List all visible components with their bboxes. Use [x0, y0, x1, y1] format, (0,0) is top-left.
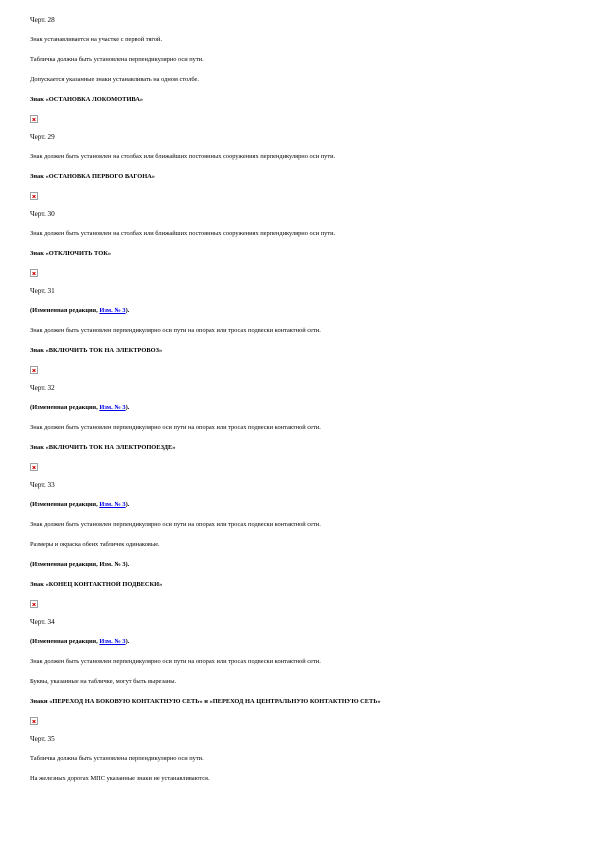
amendment-link[interactable]: Изм. № 3 [99, 307, 126, 314]
paragraph: Знак должен быть установлен перпендикулярно оси пути на опорах или тросах подвески контактной сети. [30, 327, 321, 334]
paragraph: Буквы, указанные на табличке, могут быть вырезаны. [30, 678, 177, 685]
figure-caption: Черт. 30 [30, 210, 55, 218]
broken-image-icon [30, 600, 38, 608]
amendment-link[interactable]: Изм. № 3 [99, 404, 126, 411]
revision-note-suffix: ). [125, 404, 130, 411]
paragraph: Знак устанавливается на участке с первой тягой. [30, 36, 163, 43]
paragraph: Знак должен быть установлен перпендикулярно оси пути на опорах или тросах подвески контактной сети. [30, 658, 321, 665]
sign-heading: Знак «КОНЕЦ КОНТАКТНОЙ ПОДВЕСКИ» [30, 581, 163, 588]
figure-caption: Черт. 32 [30, 384, 55, 392]
broken-image-icon [30, 463, 38, 471]
revision-note [30, 404, 575, 412]
revision-note-prefix: (Измененная редакция, [30, 501, 100, 508]
sign-heading: Знаки «ПЕРЕХОД НА БОКОВУЮ КОНТАКТНУЮ СЕТЬ» и «ПЕРЕХОД НА ЦЕНТРАЛЬНУЮ КОНТАКТНУЮ СЕТЬ» [30, 698, 381, 705]
revision-note-prefix: (Измененная редакция, [30, 404, 100, 411]
sign-heading: Знак «ВКЛЮЧИТЬ ТОК НА ЭЛЕКТРОВОЗ» [30, 347, 163, 354]
paragraph: Допускается указанные знаки устанавливать на одном столбе. [30, 76, 199, 83]
revision-note-prefix: (Измененная редакция, [30, 307, 100, 314]
paragraph: Знак должен быть установлен на столбах или ближайших постоянных сооружениях перпендикулярно оси пути. [30, 153, 336, 160]
revision-note-suffix: ). [125, 638, 130, 645]
sign-heading: Знак «ВКЛЮЧИТЬ ТОК НА ЭЛЕКТРОПОЕЗДЕ» [30, 444, 176, 451]
paragraph: Табличка должна быть установлена перпендикулярно оси пути. [30, 755, 204, 762]
broken-image-icon [30, 192, 38, 200]
paragraph: Табличка должна быть установлена перпендикулярно оси пути. [30, 56, 204, 63]
revision-note: (Измененная редакция, Изм. № 3). [30, 561, 130, 568]
paragraph: Знак должен быть установлен перпендикулярно оси пути на опорах или тросах подвески контактной сети. [30, 424, 321, 431]
revision-note [30, 501, 575, 509]
figure-caption: Черт. 29 [30, 133, 55, 141]
revision-note [30, 307, 575, 315]
paragraph: Знак должен быть установлен на столбах или ближайших постоянных сооружениях перпендикулярно оси пути. [30, 230, 336, 237]
paragraph: На железных дорогах МПС указанные знаки не устанавливаются. [30, 775, 210, 782]
amendment-link[interactable]: Изм. № 3 [99, 638, 126, 645]
revision-note-suffix: ). [125, 501, 130, 508]
sign-heading: Знак «ОСТАНОВКА ЛОКОМОТИВА» [30, 96, 144, 103]
broken-image-icon [30, 717, 38, 725]
figure-caption: Черт. 35 [30, 735, 55, 743]
sign-heading: Знак «ОТКЛЮЧИТЬ ТОК» [30, 250, 112, 257]
figure-caption: Черт. 34 [30, 618, 55, 626]
figure-caption: Черт. 33 [30, 481, 55, 489]
document-body [30, 16, 575, 783]
figure-caption: Черт. 31 [30, 287, 55, 295]
paragraph: Знак должен быть установлен перпендикулярно оси пути на опорах или тросах подвески контактной сети. [30, 521, 321, 528]
broken-image-icon [30, 269, 38, 277]
amendment-link[interactable]: Изм. № 3 [99, 501, 126, 508]
paragraph: Размеры и окраска обеих табличек одинаковые. [30, 541, 160, 548]
revision-note-suffix: ). [125, 307, 130, 314]
sign-heading: Знак «ОСТАНОВКА ПЕРВОГО ВАГОНА» [30, 173, 155, 180]
revision-note [30, 638, 575, 646]
revision-note-prefix: (Измененная редакция, [30, 638, 100, 645]
broken-image-icon [30, 115, 38, 123]
figure-caption: Черт. 28 [30, 16, 55, 24]
broken-image-icon [30, 366, 38, 374]
